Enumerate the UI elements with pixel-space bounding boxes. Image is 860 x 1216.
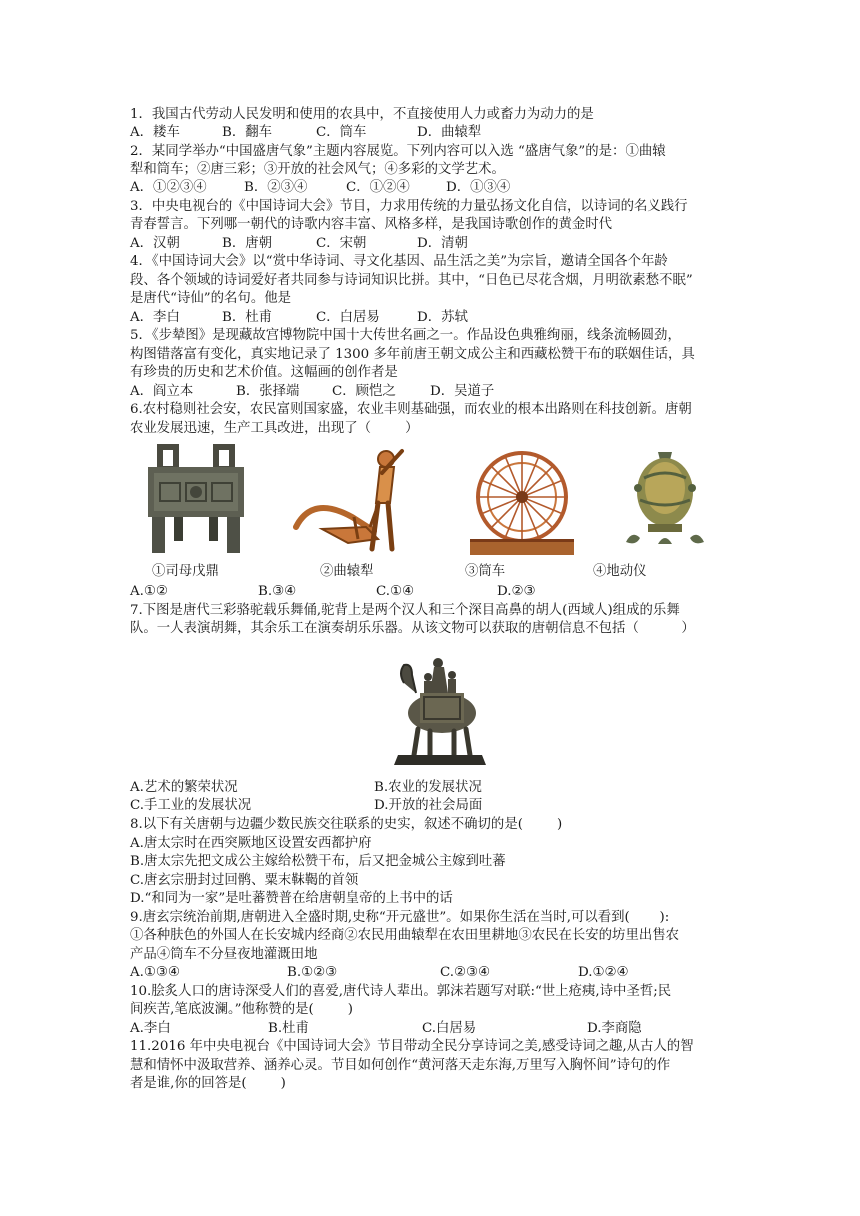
q9-stem-line: ①各种肤色的外国人在长安城内经商②农民用曲辕犁在农田里耕地③农民在长安的坊里出售农 [130,928,680,943]
q11-stem-line: 慧和情怀中汲取营养、涵养心灵。节目如何创作“黄河落天走东海,万里写入胸怀间”诗句的作 [130,1058,671,1073]
q6-stem-line: 农业发展迅速，生产工具改进，出现了（ ） [130,421,419,436]
q4-option-a: A．李白 [130,310,180,325]
q1-option-c: C．筒车 [316,125,367,140]
q5-option-d: D．吴道子 [430,384,495,399]
q4-option-d: D．苏轼 [417,310,468,325]
caption-tube-waterwheel: ③筒车 [465,564,506,579]
q5-stem-line: 5．《步辇图》是现藏故宫博物院中国十大传世名画之一。作品设色典雅绚丽，线条流畅圆劲， [130,328,681,343]
q3-stem-line: 青春誓言。下列哪一朝代的诗歌内容丰富、风格多样，是我国诗歌创作的黄金时代 [130,217,613,232]
q4-stem-line: 是唐代“诗仙”的名句。他是 [130,291,291,306]
q1-option-b: B．翻车 [222,125,273,140]
q11-stem-line: 者是谁,你的回答是( ) [130,1076,286,1091]
q10-option-d: D.李商隐 [587,1021,642,1036]
q2-option-a: A．①②③④ [130,180,207,195]
q8-option-b: B.唐太宗先把文成公主嫁给松赞干布，后又把金城公主嫁到吐蕃 [130,854,506,869]
q7-option-a: A.艺术的繁荣状况 [130,780,238,795]
q2-stem-line: 2．某同学举办“中国盛唐气象”主题内容展览。下列内容可以入选 “盛唐气象”的是：①曲辕 [130,144,666,159]
q10-option-a: A.李白 [130,1021,171,1036]
q1-stem: 1．我国古代劳动人民发明和使用的农具中，不直接使用人力或畜力为动力的是 [130,107,594,122]
q9-stem-line: 9.唐玄宗统治前期,唐朝进入全盛时期,史称“开元盛世”。如果你生活在当时,可以看到( ): [130,910,670,925]
q3-option-a: A．汉朝 [130,236,180,251]
q7-stem-line: 队。一人表演胡舞，其余乐工在演奏胡乐乐器。从该文物可以获取的唐朝信息不包括（ ） [130,621,695,636]
q1-option-d: D．曲辕犁 [417,125,482,140]
seismograph-image [618,448,712,552]
q4-stem-line: 4．《中国诗词大会》以“赏中华诗词、寻文化基因、品生活之美”为宗旨，邀请全国各个年龄 [130,254,668,269]
q8-stem: 8.以下有关唐朝与边疆少数民族交往联系的史实，叙述不确切的是( ) [130,817,563,832]
q7-option-b: B.农业的发展状况 [374,780,482,795]
q6-stem-line: 6.农村稳则社会安，农民富则国家盛，农业丰则基础强，而农业的根本出路则在科技创新。唐朝 [130,402,692,417]
q6-option-c: C.①④ [376,584,415,599]
q7-stem-line: 7.下图是唐代三彩骆驼载乐舞俑,驼背上是两个汉人和三个深目高鼻的胡人(西域人)组成的乐舞 [130,603,680,618]
caption-curved-plough: ②曲辕犁 [320,564,374,579]
curved-plough-image [292,443,416,555]
q10-stem-line: 间疾苦,笔底波澜。”他称赞的是( ) [130,1002,353,1017]
q3-option-b: B．唐朝 [222,236,273,251]
q9-option-d: D.①②④ [578,965,629,980]
q2-option-d: D．①③④ [446,180,511,195]
q5-option-c: C．顾恺之 [332,384,396,399]
q11-stem-line: 11.2016 年中央电视台《中国诗词大会》节目带动全民分享诗词之美,感受诗词之趣,从古人的智 [130,1039,694,1054]
tube-waterwheel-image [464,443,580,557]
q1-option-a: A．耧车 [130,125,180,140]
q5-stem-line: 构图错落富有变化，真实地记录了 1300 多年前唐王朝文成公主和西藏松赞干布的联姻佳话，具 [130,347,695,362]
q4-stem-line: 段、各个领域的诗词爱好者共同参与诗词知识比拼。其中，“日色已尽花含烟，月明欲素愁不眠” [130,273,693,288]
q4-option-b: B．杜甫 [222,310,273,325]
q2-stem-line: 犁和筒车；②唐三彩；③开放的社会风气；④多彩的文学艺术。 [130,162,505,177]
caption-seismograph: ④地动仪 [593,564,647,579]
q6-option-d: D.②③ [497,584,536,599]
q5-option-a: A．阎立本 [130,384,194,399]
q8-option-d: D.“和同为一家”是吐蕃赞普在给唐朝皇帝的上书中的话 [130,891,453,906]
simu-wu-ding-image [140,443,252,555]
q9-stem-line: 产品④筒车不分昼夜地灌溉田地 [130,947,318,962]
q2-option-b: B．②③④ [244,180,308,195]
q3-stem-line: 3．中央电视台的《中国诗词大会》节目，力求用传统的力量弘扬文化自信，以诗词的名义践行 [130,199,688,214]
q7-option-c: C.手工业的发展状况 [130,798,252,813]
q7-option-d: D.开放的社会局面 [374,798,483,813]
q3-option-c: C．宋朝 [316,236,367,251]
caption-simu-wu-ding: ①司母戊鼎 [152,564,219,579]
q8-option-a: A.唐太宗时在西突厥地区设置安西都护府 [130,836,372,851]
tang-sancai-camel-image [390,643,490,769]
q4-option-c: C．白居易 [316,310,380,325]
q5-option-b: B．张择端 [236,384,300,399]
q5-stem-line: 有珍贵的历史和艺术价值。这幅画的创作者是 [130,365,398,380]
q9-option-b: B.①②③ [287,965,338,980]
q6-option-a: A.①② [130,584,168,599]
q10-option-c: C.白居易 [422,1021,477,1036]
q6-option-b: B.③④ [258,584,297,599]
q9-option-a: A.①③④ [130,965,180,980]
q8-option-c: C.唐玄宗册封过回鹘、粟末靺鞨的首领 [130,873,359,888]
q9-option-c: C.②③④ [440,965,491,980]
q10-option-b: B.杜甫 [268,1021,309,1036]
q3-option-d: D．清朝 [417,236,468,251]
q2-option-c: C．①②④ [346,180,410,195]
q10-stem-line: 10.脍炙人口的唐诗深受人们的喜爱,唐代诗人辈出。郭沫若题写对联:“世上疮痍,诗中圣哲;民 [130,984,672,999]
